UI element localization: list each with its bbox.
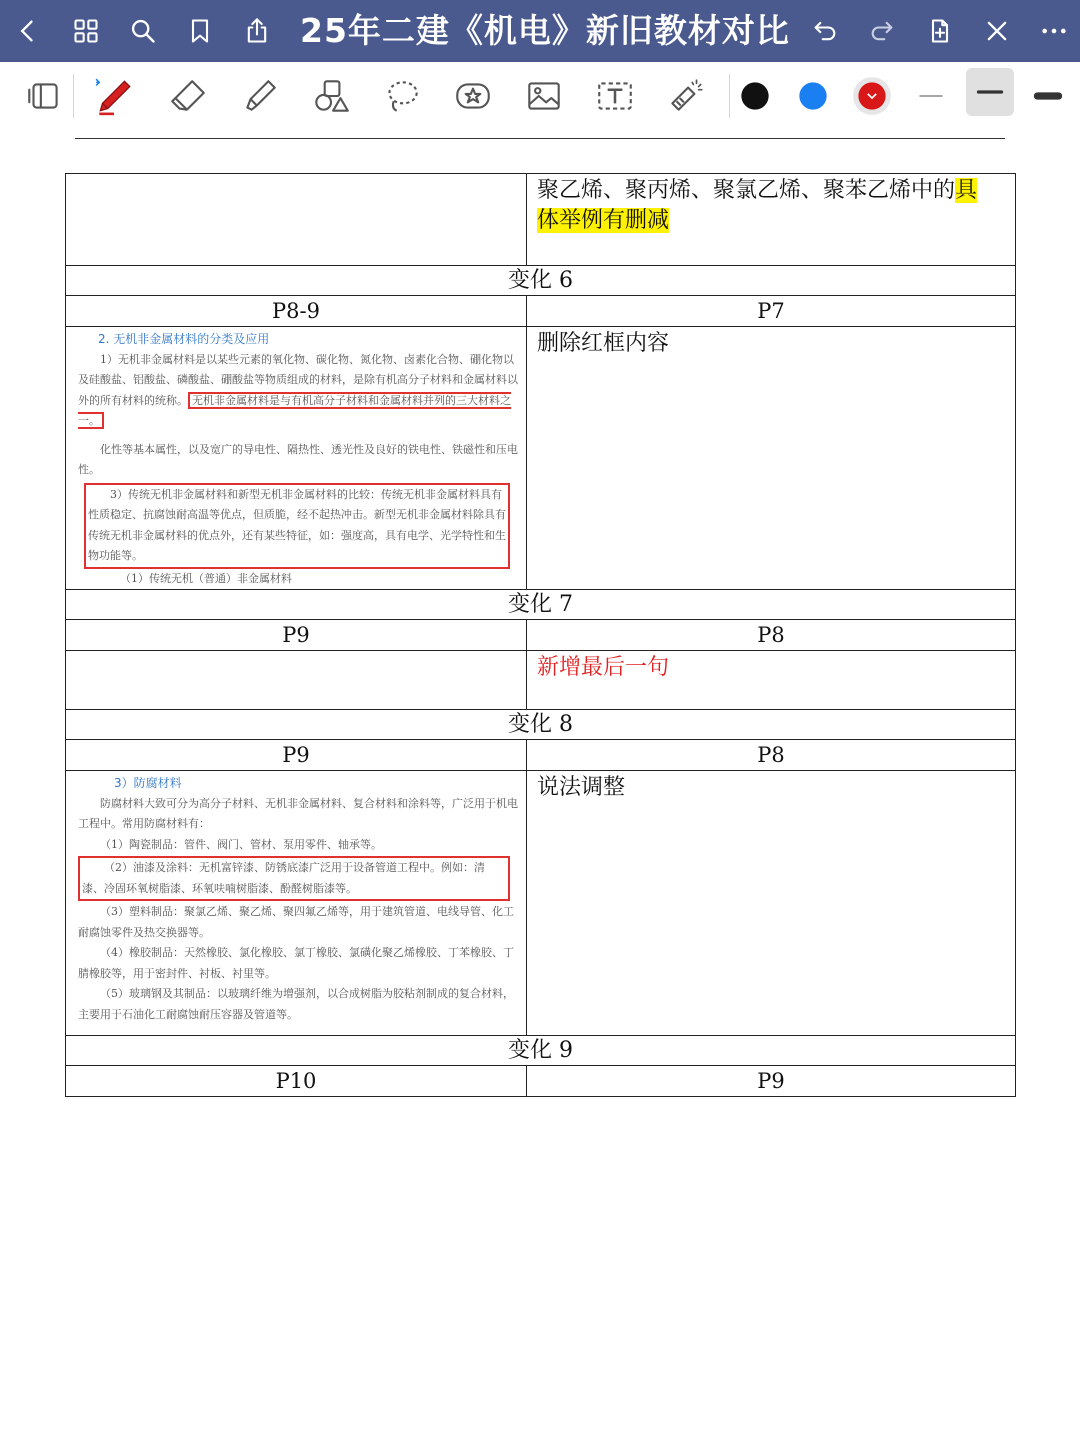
change-note-cell [527,174,1016,266]
table-row [66,620,1016,651]
excerpt-paragraph: （1）传统无机（普通）非金属材料 [120,571,292,585]
table-row [66,327,1016,590]
share-icon[interactable] [237,11,277,51]
comparison-document [65,173,1015,1097]
excerpt-paragraph: （5）玻璃钢及其制品：以玻璃纤维为增强剂，以合成树脂为胶粘剂制成的复合材料，主要用于石油化工耐腐蚀耐压容器及管道等。 [78,987,514,1021]
excerpt-paragraph [78,350,518,432]
old-text-cell [66,174,527,266]
color-blue-swatch[interactable] [787,70,839,122]
red-box-deleted: 无机非金属材料是与有机高分子材料和金属材料并列的三大材料之一。 [78,393,511,427]
change-9-header: 变化 9 [66,1036,1016,1066]
more-options-icon[interactable] [1034,11,1074,51]
red-box-deleted: 3）传统无机非金属材料和新型无机非金属材料的比较：传统无机非金属材料具有性质稳定、抗腐蚀耐高温等优点，但质脆，经不起热冲击。新型无机非金属材料除具有传统无机非金属材料的优点外，还有某些特征，如：强度高，具有电学、光学特性和生物功能等。 [84,483,510,569]
excerpt-paragraph: （4）橡胶制品：天然橡胶、氯化橡胶、氯丁橡胶、氯磺化聚乙烯橡胶、丁苯橡胶、丁腈橡胶等，用于密封件、衬板、衬里等。 [78,946,514,980]
thin-line-icon[interactable] [905,70,957,122]
excerpt-heading: 2. 无机非金属材料的分类及应用 [98,332,270,346]
undo-icon[interactable] [805,11,845,51]
change-8-header: 变化 8 [66,710,1016,740]
pen-icon[interactable] [88,70,140,122]
new-page-ref: P7 [527,296,1016,327]
drawing-toolbar [0,62,1080,130]
change-6-header: 变化 6 [66,266,1016,296]
close-icon[interactable] [977,11,1017,51]
excerpt-paragraph: （3）塑料制品：聚氯乙烯、聚乙烯、聚四氟乙烯等，用于建筑管道、电线导管、化工耐腐蚀零件及热交换器等。 [78,905,514,939]
thick-line-icon[interactable] [1022,70,1074,122]
excerpt-paragraph: 化性等基本属性，以及宽广的导电性、隔热性、透光性及良好的铁电性、铁磁性和压电性。 [78,442,518,476]
toolbar-divider [73,74,74,118]
color-black-swatch[interactable] [729,70,781,122]
search-icon[interactable] [123,11,163,51]
comparison-table [65,173,1016,1097]
table-row [66,1036,1016,1066]
new-page-ref: P9 [527,1066,1016,1097]
medium-line-icon[interactable] [966,68,1014,116]
color-red-swatch-selected[interactable] [846,70,898,122]
table-row [66,1066,1016,1097]
new-page-ref: P8 [527,740,1016,771]
old-page-ref: P9 [66,740,527,771]
document-title: 25年二建《机电》新旧教材对比 [300,11,790,50]
table-row [66,266,1016,296]
old-text-cell [66,651,527,710]
excerpt-paragraph: （1）陶瓷制品：管件、阀门、管材、泵用零件、轴承等。 [100,837,382,851]
old-page-ref: P10 [66,1066,527,1097]
change-note: 说法调整 [527,771,1016,1036]
excerpt-paragraph: 防腐材料大致可分为高分子材料、无机非金属材料、复合材料和涂料等，广泛用于机电工程中。常用防腐材料有： [78,796,518,830]
old-page-ref: P8-9 [66,296,527,327]
sidebar-toggle-icon[interactable] [18,70,70,122]
highlighted-text: 具 [955,178,978,203]
text-box-icon[interactable] [589,70,641,122]
page-top-rule [75,138,1005,139]
excerpt-heading: 3）防腐材料 [114,776,182,790]
redo-icon[interactable] [862,11,902,51]
image-icon[interactable] [518,70,570,122]
table-row [66,771,1016,1036]
eraser-icon[interactable] [162,70,214,122]
red-box-changed: （2）油漆及涂料：无机富锌漆、防锈底漆广泛用于设备管道工程中。例如：清漆、冷固环氧树脂漆、环氧呋喃树脂漆、酚醛树脂漆等。 [78,856,510,901]
change-note: 聚乙烯、聚丙烯、聚氯乙烯、聚苯乙烯中的 [537,178,956,203]
textbook-excerpt-image [66,771,527,1036]
new-page-ref: P8 [527,620,1016,651]
lasso-icon[interactable] [376,70,428,122]
shapes-icon[interactable] [305,70,357,122]
change-note: 新增最后一句 [527,651,1016,710]
back-icon[interactable] [8,11,48,51]
table-row [66,590,1016,620]
table-row [66,296,1016,327]
highlighter-icon[interactable] [234,70,286,122]
top-navigation-bar [0,0,1080,62]
add-page-icon[interactable] [920,11,960,51]
table-row [66,174,1016,266]
table-row [66,710,1016,740]
change-note: 删除红框内容 [527,327,1016,590]
excerpt-text: 1）无机非金属材料是以某些元素的氧化物、碳化物、氮化物、卤素化合物、硼化物以及硅酸盐、铝酸盐、磷酸盐、硼酸盐等物质组成的材料，是除有机高分子材料和金属材料以外的所有材料的统称。 [78,352,518,407]
laser-pointer-icon[interactable] [660,70,712,122]
table-row [66,651,1016,710]
highlighted-text: 体举例有删减 [537,208,670,233]
textbook-excerpt-image [66,327,527,590]
table-row [66,740,1016,771]
sticker-icon[interactable] [447,70,499,122]
grid-view-icon[interactable] [66,11,106,51]
change-7-header: 变化 7 [66,590,1016,620]
bookmark-icon[interactable] [180,11,220,51]
old-page-ref: P9 [66,620,527,651]
